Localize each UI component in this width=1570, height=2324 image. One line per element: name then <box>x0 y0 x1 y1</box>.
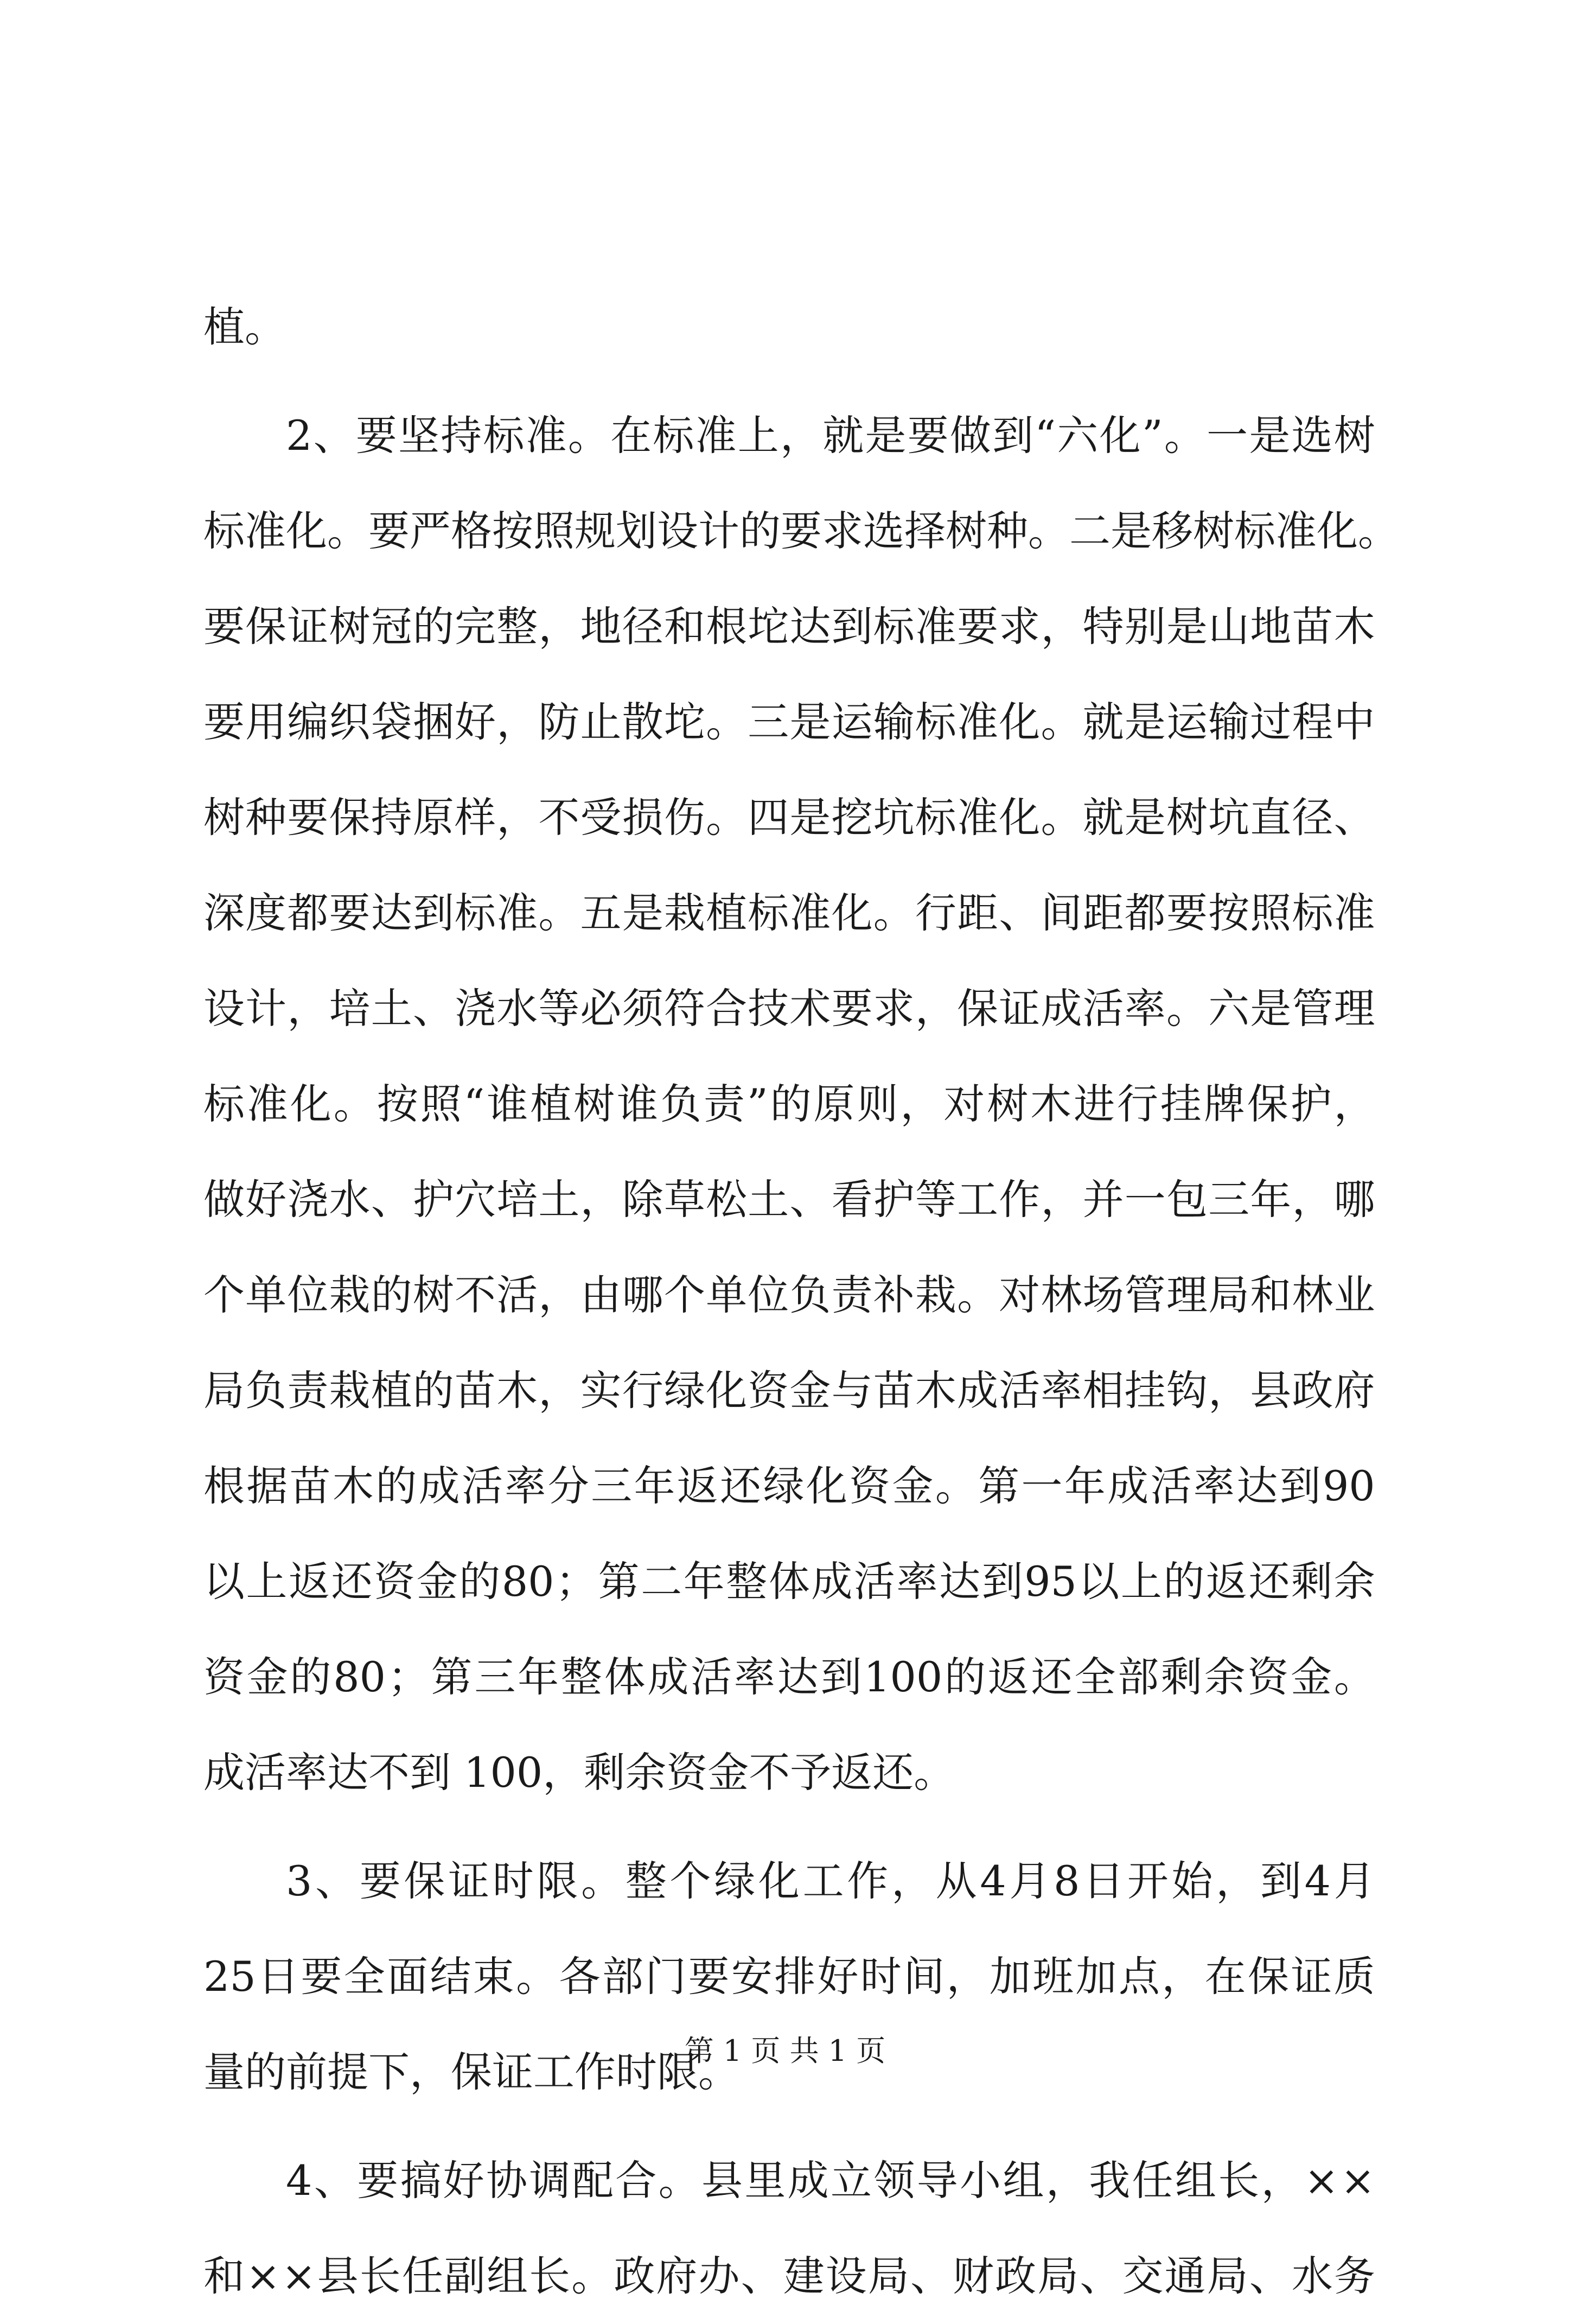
text-line: 和 × × 县 长 任 副 组 长 。 政 府 办 、 建 设 局 、 财 政 局 、 交 通 局 、 水 务 <box>203 2252 1375 2300</box>
text-line: 做 好 浇 水 、 护 穴 培 土 ， 除 草 松 土 、 看 护 等 工 作 ， 并 一 包 三 年 ， 哪 <box>203 1175 1375 1224</box>
text-line: 树 种 要 保 持 原 样 ， 不 受 损 伤 。 四 是 挖 坑 标 准 化 。 就 是 树 坑 直 径 、 <box>203 793 1375 842</box>
text-line: 3 、 要 保 证 时 限 。 整 个 绿 化 工 作 ， 从 4 月 8 日 开 始 ， 到 4 月 <box>203 1857 1375 1905</box>
text-line: 成活率达不到 100，剩余资金不予返还。 <box>203 1748 955 1797</box>
text-line: 标 准 化 。 按 照 “ 谁 植 树 谁 负 责 ” 的 原 则 ， 对 树 木 进 行 挂 牌 保 护 ， <box>203 1080 1375 1128</box>
text-line: 以 上 返 还 资 金 的 80 ； 第 二 年 整 体 成 活 率 达 到 95 以 上 的 返 还 剩 余 <box>203 1557 1375 1606</box>
paragraph-gap <box>203 375 1375 388</box>
paragraph-gap <box>203 2120 1375 2133</box>
body-text <box>203 279 1399 2324</box>
page-footer: 第 1 页 共 1 页 <box>684 2034 886 2068</box>
text-line: 资 金 的 80 ； 第 三 年 整 体 成 活 率 达 到 100 的 返 还 全 部 剩 余 资 金 。 <box>203 1653 1375 1701</box>
text-line: 标 准 化 。 要 严 格 按 照 规 划 设 计 的 要 求 选 择 树 种 。 二 是 移 树 标 准 化 。 <box>203 507 1399 555</box>
text-line: 植。 <box>203 303 286 351</box>
text-line: 量的前提下，保证工作时限。 <box>203 2048 739 2096</box>
text-line: 2 、 要 坚 持 标 准 。 在 标 准 上 ， 就 是 要 做 到 “ 六 化 ” 。 一 是 选 树 <box>203 411 1375 460</box>
text-line: 要 保 证 树 冠 的 完 整 ， 地 径 和 根 坨 达 到 标 准 要 求 ， 特 别 是 山 地 苗 木 <box>203 602 1375 651</box>
text-line: 25 日 要 全 面 结 束 。 各 部 门 要 安 排 好 时 间 ， 加 班 加 点 ， 在 保 证 质 <box>203 1952 1375 2001</box>
text-line: 深 度 都 要 达 到 标 准 。 五 是 栽 植 标 准 化 。 行 距 、 间 距 都 要 按 照 标 准 <box>203 889 1375 937</box>
paragraph-gap <box>203 1820 1375 1833</box>
text-line: 局 负 责 栽 植 的 苗 木 ， 实 行 绿 化 资 金 与 苗 木 成 活 率 相 挂 钩 ， 县 政 府 <box>203 1366 1375 1415</box>
text-line: 根 据 苗 木 的 成 活 率 分 三 年 返 还 绿 化 资 金 。 第 一 年 成 活 率 达 到 90 <box>203 1462 1375 1510</box>
text-line: 4 、 要 搞 好 协 调 配 合 。 县 里 成 立 领 导 小 组 ， 我 任 组 长 ， × × <box>203 2156 1375 2205</box>
text-line: 要 用 编 织 袋 捆 好 ， 防 止 散 坨 。 三 是 运 输 标 准 化 。 就 是 运 输 过 程 中 <box>203 698 1375 746</box>
text-line: 设 计 ， 培 土 、 浇 水 等 必 须 符 合 技 术 要 求 ， 保 证 成 活 率 。 六 是 管 理 <box>203 984 1375 1033</box>
text-line: 个 单 位 栽 的 树 不 活 ， 由 哪 个 单 位 负 责 补 栽 。 对 林 场 管 理 局 和 林 业 <box>203 1271 1375 1319</box>
